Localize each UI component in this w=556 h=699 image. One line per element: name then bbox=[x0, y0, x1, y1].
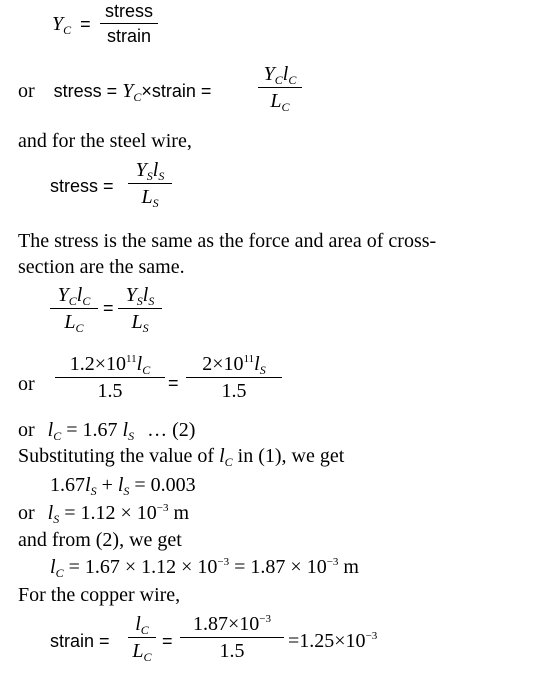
eq16-lhs: strain = bbox=[50, 631, 110, 651]
eq2-lhs: or stress = $Y_C\times strain$ = bbox=[18, 80, 212, 104]
eq8-right-fraction: $2\times 10^{11}l_S$ 1.5 bbox=[186, 354, 282, 401]
eq16-result: $=1.25\times 10^{-3}$ bbox=[288, 630, 378, 652]
text-line-6: section are the same. bbox=[18, 256, 185, 278]
eq1-lhs: $Y_C$ = bbox=[52, 13, 91, 37]
eq16-fraction-2: $1.87\times 10^{-3}$ 1.5 bbox=[180, 614, 284, 661]
eq8-equals: = bbox=[168, 373, 179, 393]
text-line-11: $1.67l_S + l_S = 0.003$ bbox=[50, 474, 196, 498]
text-line-10: Substituting the value of $l_C$ in (1), we get bbox=[18, 445, 345, 469]
eq8-left-fraction: $1.2\times 10^{11}l_C$ 1.5 bbox=[55, 354, 165, 401]
eq4-lhs: stress = bbox=[50, 176, 114, 196]
text-line-5: The stress is the same as the force and area of cross- bbox=[18, 230, 437, 252]
eq7-equals: = bbox=[103, 298, 114, 318]
eq7-right-fraction: $Y_Sl_S$ $L_S$ bbox=[118, 285, 162, 332]
text-line-3: and for the steel wire, bbox=[18, 130, 192, 152]
text-line-13: and from (2), we get bbox=[18, 529, 182, 551]
eq7-left-fraction: $Y_Cl_C$ $L_C$ bbox=[50, 285, 98, 332]
eq2-fraction: $Y_Cl_C$ $L_C$ bbox=[258, 64, 302, 111]
text-line-14: $l_C = 1.67 \times 1.12 \times 10^{-3} = 1.87 \times 10^{-3}$ m bbox=[50, 556, 359, 580]
text-line-12: or $l_S = 1.12 \times 10^{-3}$ m bbox=[18, 502, 190, 526]
eq1-fraction: stress strain bbox=[100, 2, 158, 45]
text-line-15: For the copper wire, bbox=[18, 584, 181, 606]
eq16-fraction-1: $l_C$ $L_C$ bbox=[128, 614, 156, 661]
text-line-9: or $l_C = 1.67$ $l_S$ … (2) bbox=[18, 419, 196, 443]
eq8-or: or bbox=[18, 373, 35, 395]
eq16-equals: = bbox=[162, 631, 173, 651]
eq4-fraction: $Y_Sl_S$ $L_S$ bbox=[128, 160, 172, 207]
